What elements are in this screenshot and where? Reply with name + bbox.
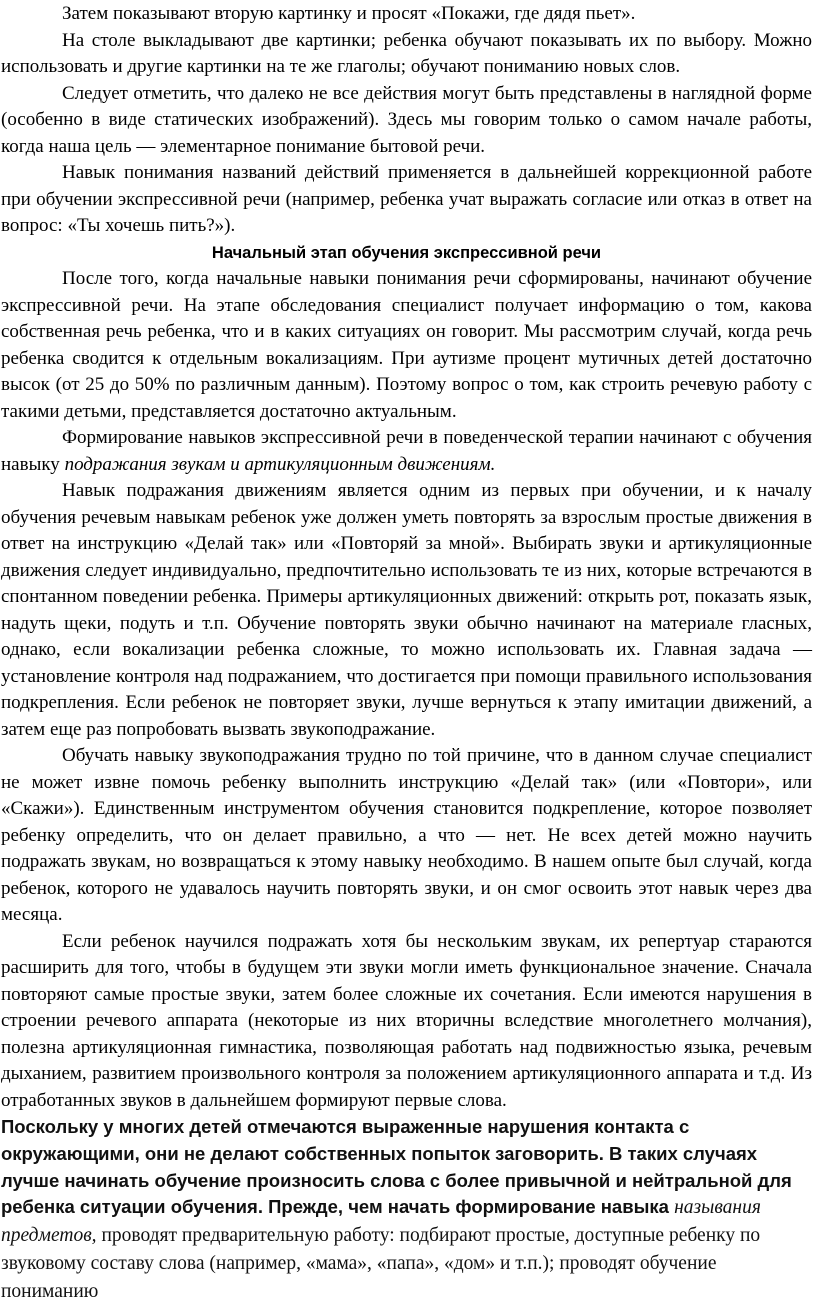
paragraph-2: На столе выкладывают две картинки; ребенка обучают показывать их по выбору. Можно использовать и другие картинки на те же глаголы; обучают пониманию новых слов. — [1, 29, 812, 77]
paragraph-10-continued: проводят предварительную работу: подбирают простые, доступные ребенку по звуковому составу слова (например, «мама», «папа», «дом» и т.п.); проводят обучение пониманию — [1, 1225, 761, 1302]
document-page — [0, 1, 816, 1302]
paragraph-6-italic: подражания звукам и артикуляционным движениям. — [64, 453, 496, 475]
paragraph-4: Навык понимания названий действий применяется в дальнейшей коррекционной работе при обучении экспрессивной речи (например, ребенка учат выражать согласие или отказ в ответ на вопрос: «Ты хочешь пить?»). — [1, 162, 812, 236]
paragraph-10 — [1, 1114, 812, 1306]
paragraph-8: Обучать навыку звукоподражания трудно по той причине, что в данном случае специалист не может извне помочь ребенку выполнить инструкцию «Делай так» (или «Повтори», или «Скажи»). Единственным инструментом обучения становится подкрепление, которое позволяет ребенку определить, что он делает правильно, а что — нет. Не всех детей можно научить подражать звукам, но возвращаться к этому навыку необходимо. В нашем опыте был случай, когда ребенок, которого не удавалось научить повторять звуки, и он смог освоить этот навык через два месяца. — [1, 745, 812, 925]
paragraph-6 — [1, 425, 812, 478]
paragraph-10-text: Поскольку у многих детей отмечаются выраженные нарушения контакта с окружающими, они не делают собственных попыток заговорить. В таких случаях лучше начинать обучение произносить слова с более привычной и нейтральной для ребенка ситуации обучения. Прежде, чем начать формирование навыка — [1, 1116, 792, 1218]
section-heading: Начальный этап обучения экспрессивной речи — [211, 243, 602, 262]
paragraph-6-text: Формирование навыков экспрессивной речи в поведенческой терапии начинают с обучения навыку — [1, 427, 812, 475]
paragraph-3: Следует отметить, что далеко не все действия могут быть представлены в наглядной форме (особенно в виде статических изображений). Здесь мы говорим только о самом начале работы, когда наша цель — элементарное понимание бытовой речи. — [1, 82, 812, 157]
paragraph-10-italic: называния предметов, — [1, 1197, 761, 1247]
paragraph-9: Если ребенок научился подражать хотя бы нескольким звукам, их репертуар стараются расширить для того, чтобы в будущем эти звуки могли иметь функциональное значение. Сначала повторяют самые простые звуки, затем более сложные их сочетания. Если имеются нарушения в строении речевого аппарата (некоторые из них вторичны вследствие многолетнего молчания), полезна артикуляционная гимнастика, позволяющая работать над подвижностью языка, речевым дыханием, развитием произвольного контроля за положением артикуляционного аппарата и т.д. Из отработанных звуков в дальнейшем формируют первые слова. — [1, 930, 812, 1111]
paragraph-7: Навык подражания движениям является одним из первых при обучении, и к началу обучения речевым навыкам ребенок уже должен уметь повторять за взрослым простые движения в ответ на инструкцию «Делай так» или «Повторяй за мной». Выбирать звуки и артикуляционные движения следует индивидуально, предпочтительно использовать те из них, которые встречаются в спонтанном поведении ребенка. Примеры артикуляционных движений: открыть рот, показать язык, надуть щеки, подуть и т.п. Обучение повторять звуки обычно начинают на материале гласных, однако, если вокализации ребенка сложные, то можно использовать их. Главная задача — установление контроля над подражанием, что достигается при помощи правильного использования подкрепления. Если ребенок не повторяет звуки, лучше вернуться к этапу имитации движений, а затем еще раз попробовать вызвать звукоподражание. — [1, 480, 812, 740]
paragraph-5: После того, когда начальные навыки понимания речи сформированы, начинают обучение экспрессивной речи. На этапе обследования специалист получает информацию о том, какова собственная речь ребенка, что и в каких ситуациях он говорит. Мы рассмотрим случай, когда речь ребенка сводится к отдельным вокализациям. При аутизме процент мутичных детей достаточно высок (от 25 до 50% по различным данным). Поэтому вопрос о том, как строить речевую работу с такими детьми, представляется достаточно актуальным. — [1, 268, 812, 422]
paragraph-1: Затем показывают вторую картинку и просят «Покажи, где дядя пьет». — [62, 3, 636, 24]
